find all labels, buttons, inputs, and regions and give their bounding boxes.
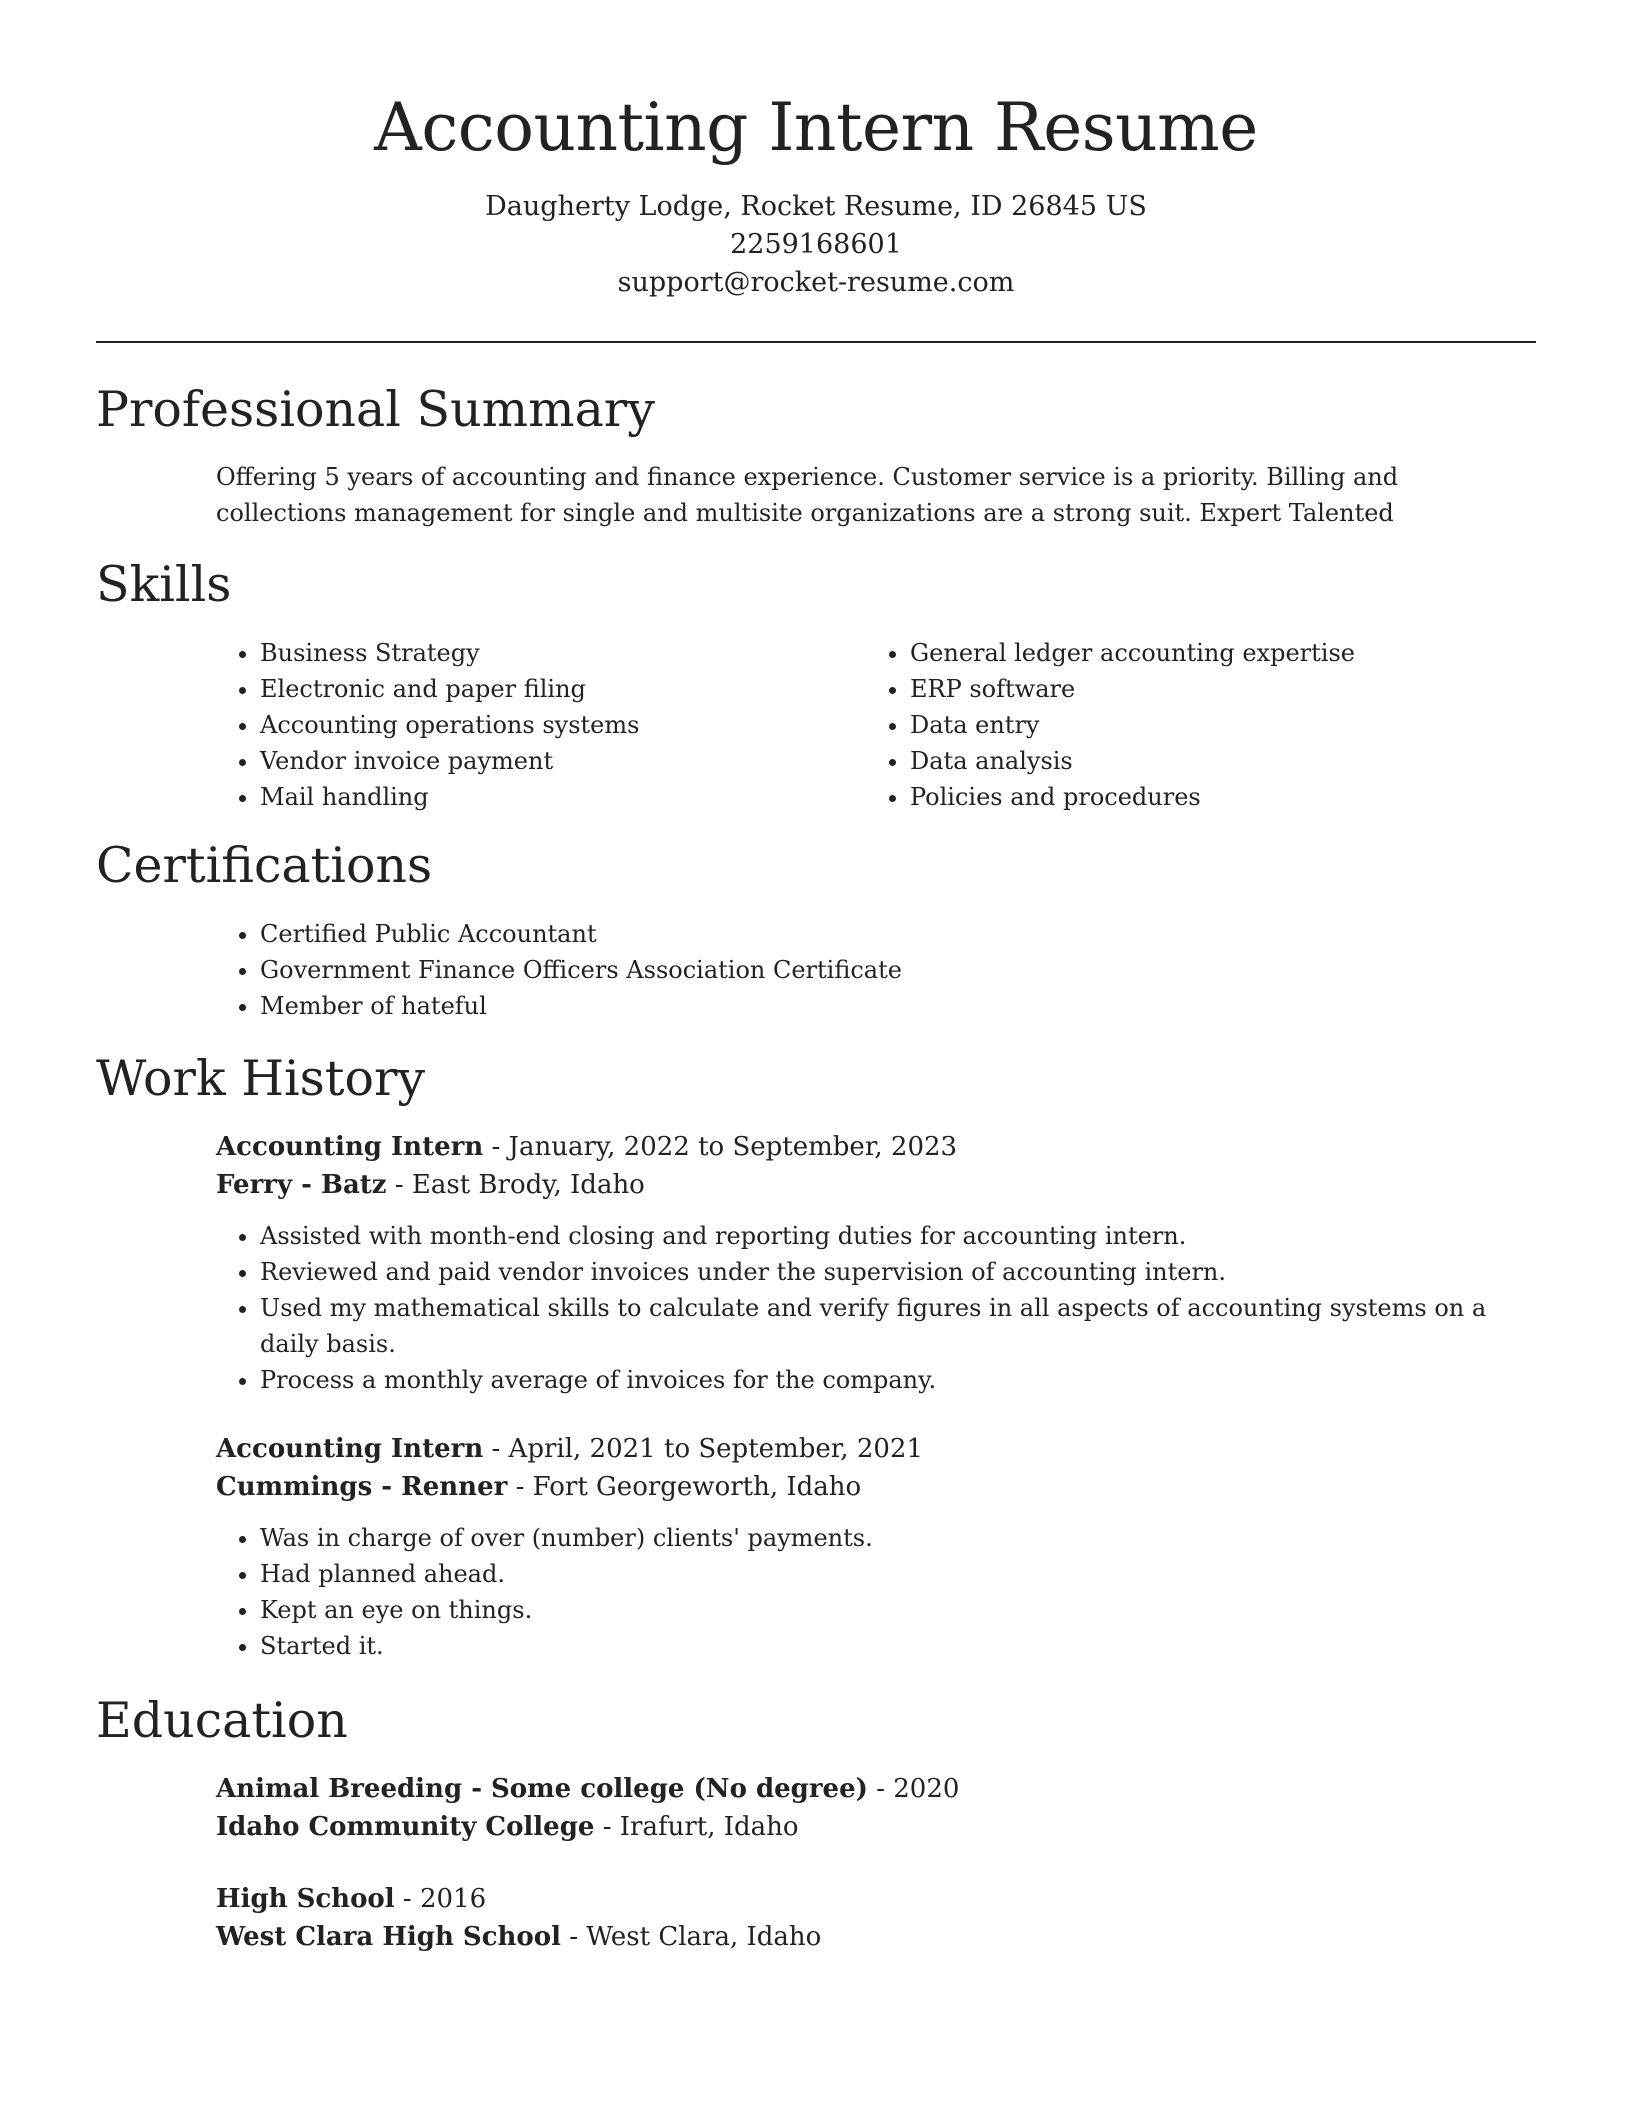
job-duty: • Kept an eye on things. [260,1592,1516,1628]
contact-info [96,188,1536,302]
education-degree: High School [216,1884,395,1914]
certifications-heading: Certifications [96,837,433,894]
job-title: Accounting Intern [216,1434,484,1464]
job-duty: • Process a monthly average of invoices for the company. [260,1362,1516,1398]
skill-item: • Data analysis [910,743,1516,779]
education-year: - 2020 [867,1774,960,1804]
certification-item: • Certified Public Accountant [260,916,1516,952]
job-dates: - January, 2022 to September, 2023 [483,1132,958,1162]
education-degree: Animal Breeding - Some college (No degree) [216,1774,868,1804]
skill-item: • Data entry [910,707,1516,743]
skill-item: • Vendor invoice payment [260,743,866,779]
job-duty: • Reviewed and paid vendor invoices under the supervision of accounting intern. [260,1254,1516,1290]
job-title: Accounting Intern [216,1132,484,1162]
skill-item: • Policies and procedures [910,779,1516,815]
job-duty: • Had planned ahead. [260,1556,1516,1592]
work-history-heading: Work History [96,1050,426,1107]
education-degree-line [216,1880,1516,1918]
education-school: West Clara High School [216,1922,561,1952]
job-entry [216,1430,1516,1664]
job-location: - East Brody, Idaho [386,1170,645,1200]
contact-address: Daugherty Lodge, Rocket Resume, ID 26845 US [485,191,1147,222]
skill-item: • General ledger accounting expertise [910,635,1516,671]
certification-item: • Member of hateful [260,988,1516,1024]
job-employer-line [216,1166,1516,1204]
header-divider [96,341,1536,343]
contact-phone: 2259168601 [730,229,902,260]
job-duty: • Started it. [260,1628,1516,1664]
education-location: - West Clara, Idaho [560,1922,822,1952]
skills-list-left [216,635,866,815]
summary-heading: Professional Summary [96,381,655,438]
job-duty: • Used my mathematical skills to calculate and verify figures in all aspects of accounting systems on a daily basis. [260,1290,1516,1362]
resume-header [96,80,1536,302]
job-title-line [216,1430,1516,1468]
job-employer-line [216,1468,1516,1506]
certifications-list [216,916,1516,1024]
skills-section [216,635,1516,815]
skill-item: • Electronic and paper filing [260,671,866,707]
job-entry [216,1128,1516,1398]
education-heading: Education [96,1692,348,1749]
skill-item: • Mail handling [260,779,866,815]
education-entry [216,1880,1516,1956]
job-duty: • Was in charge of over (number) clients' payments. [260,1520,1516,1556]
education-location: - Irafurt, Idaho [594,1812,799,1842]
certification-item: • Government Finance Officers Association Certificate [260,952,1516,988]
job-duties-list [216,1218,1516,1398]
job-duty: • Assisted with month-end closing and reporting duties for accounting intern. [260,1218,1516,1254]
skill-item: • ERP software [910,671,1516,707]
skills-heading: Skills [96,556,232,613]
education-school: Idaho Community College [216,1812,595,1842]
summary-text: Offering 5 years of accounting and finance experience. Customer service is a priority. Billing and collections management for single and multisite organizations are a strong suit. Expert Talented [216,463,1399,527]
education-school-line [216,1808,1516,1846]
skill-item: • Business Strategy [260,635,866,671]
job-dates: - April, 2021 to September, 2021 [483,1434,923,1464]
education-degree-line [216,1770,1516,1808]
education-entry [216,1770,1516,1846]
education-year: - 2016 [394,1884,487,1914]
certifications-section [216,916,1516,1024]
job-employer: Cummings - Renner [216,1472,508,1502]
job-location: - Fort Georgeworth, Idaho [507,1472,862,1502]
contact-email: support@rocket-resume.com [617,267,1015,298]
education-school-line [216,1918,1516,1956]
job-title-line [216,1128,1516,1166]
skill-item: • Accounting operations systems [260,707,866,743]
job-duties-list [216,1520,1516,1664]
skills-list-right [866,635,1516,815]
job-employer: Ferry - Batz [216,1170,387,1200]
summary-section [216,459,1516,531]
page-title: Accounting Intern Resume [374,89,1258,166]
